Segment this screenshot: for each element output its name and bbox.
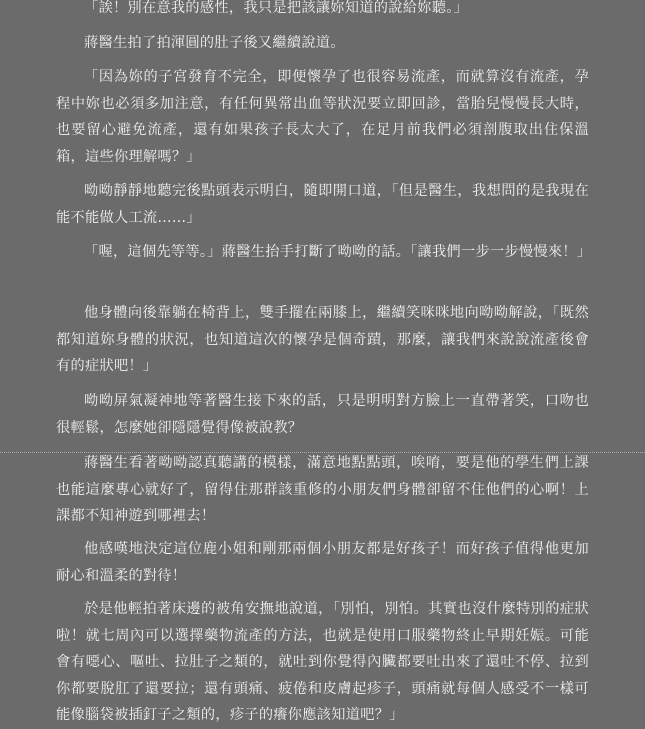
paragraph-7: 呦呦屏氣凝神地等著醫生接下來的話，只是明明對方臉上一直帶著笑，口吻也很輕鬆，怎麼她卻隱隱覺得像被說教？ [56, 393, 589, 436]
paragraph-8: 蔣醫生看著呦呦認真聽講的模樣，滿意地點點頭，唉唷，要是他的學生們上課也能這麼專心就好了，留得住那群該重修的小朋友們身體卻留不住他們的心啊！上課都不知神遊到哪裡去！ [56, 455, 589, 524]
paragraph-9: 他感嘆地決定這位鹿小姐和剛那兩個小朋友都是好孩子！而好孩子值得他更加耐心和溫柔的對待！ [56, 541, 589, 584]
paragraph-2: 蔣醫生拍了拍渾圓的肚子後又繼續說道。 [84, 35, 345, 51]
paragraph-6: 他身體向後靠躺在椅背上，雙手擺在兩膝上，繼續笑咪咪地向呦呦解說，「既然都知道妳身體的狀況，也知道這次的懷孕是個奇蹟，那麼，讓我們來說說流產後會有的症狀吧！」 [56, 305, 589, 374]
paragraph-3: 「因為妳的子宮發育不完全，即便懷孕了也很容易流產，而就算沒有流產，孕程中妳也必須多加注意，有任何異常出血等狀況要立即回診，當胎兒慢慢長大時，也要留心避免流產，還有如果孩子長太大了，在足月前我們必須剖腹取出住保溫箱，這些你理解嗎？」 [56, 69, 589, 165]
paragraph-10: 於是他輕拍著床邊的被角安撫地說道，「別怕，別怕。其實也沒什麼特別的症狀啦！就七周內可以選擇藥物流產的方法，也就是使用口服藥物終止早期妊娠。可能會有噁心、嘔吐、拉肚子之類的，就吐到你覺得內臟都要吐出來了還吐不停、拉到你都要脫肛了還要拉；還有頭痛、疲倦和皮膚起疹子，頭痛就每個人感受不一樣可能像腦袋被插釘子之類的，疹子的癢你應該知道吧？」 [56, 601, 589, 723]
paragraph-1: 「誒！別在意我的感性，我只是把該讓妳知道的說給妳聽。」 [84, 0, 469, 16]
paragraph-5: 「喔，這個先等等。」蔣醫生抬手打斷了呦呦的話。「讓我們一步一步慢慢來！」 [84, 244, 592, 260]
paragraph-4: 呦呦靜靜地聽完後點頭表示明白，隨即開口道，「但是醫生，我想問的是我現在能不能做人工流……」 [56, 183, 589, 226]
